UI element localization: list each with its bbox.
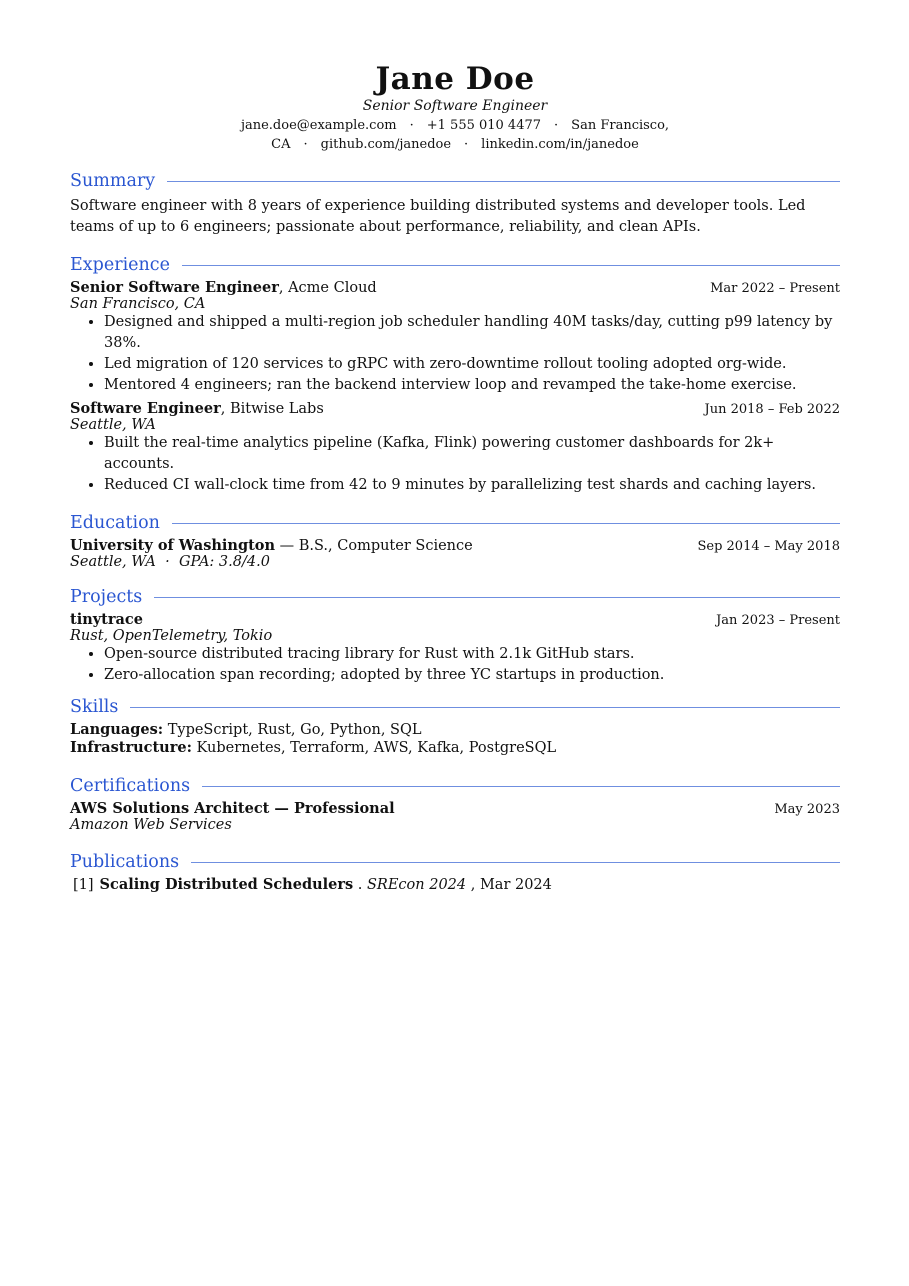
section-header (70, 586, 840, 608)
section-title-experience: Experience (70, 255, 170, 275)
project-stack: Rust, OpenTelemetry, Tokio (70, 628, 273, 644)
section-title-skills: Skills (70, 697, 119, 717)
section-header (70, 775, 840, 797)
candidate-name: Jane Doe (375, 61, 535, 97)
bullet-item: • Open-source distributed tracing library for Rust with 2.1k GitHub stars. (104, 644, 840, 665)
projects-section (70, 586, 840, 686)
section-title-education: Education (70, 513, 160, 533)
skills-list (70, 721, 840, 757)
section-rule (191, 862, 840, 863)
section-rule (202, 786, 840, 787)
publication-number: [1] (73, 877, 94, 893)
summary-text: Software engineer with 8 years of experience building distributed systems and developer tools. Led teams of up to 6 engineers; passionate about performance, reliability, and clean APIs. (70, 198, 806, 235)
experience-section (70, 254, 840, 496)
bullet-list (70, 312, 840, 396)
certification-issuer: Amazon Web Services (70, 817, 232, 833)
certifications-section (70, 775, 840, 833)
bullet-item: • Zero-allocation span recording; adopted by three YC startups in production. (104, 665, 840, 686)
section-header (70, 851, 840, 873)
separator-dot: · (409, 118, 414, 133)
publications-section (70, 851, 840, 896)
degree-text: — B.S., Computer Science (275, 538, 473, 554)
section-header (70, 170, 840, 192)
separator-dot: · (303, 137, 308, 152)
location-text: San Francisco, CA (271, 118, 670, 152)
skill-row (70, 721, 840, 739)
publication-item (70, 874, 840, 896)
separator: , (466, 877, 480, 893)
linkedin-link[interactable]: linkedin.com/in/janedoe (481, 137, 639, 152)
skill-values: TypeScript, Rust, Go, Python, SQL (163, 722, 422, 738)
section-title-projects: Projects (70, 587, 143, 607)
entry-title (70, 800, 395, 818)
entry-header (70, 537, 840, 555)
email-link[interactable]: jane.doe@example.com (240, 118, 397, 133)
bullet-item: • Mentored 4 engineers; ran the backend interview loop and revamped the take-home exercise. (104, 375, 840, 396)
education-entry (70, 537, 840, 570)
separator-dot: · (554, 118, 559, 133)
separator: . (353, 877, 367, 893)
phone-text: +1 555 010 4477 (426, 118, 542, 133)
section-title-publications: Publications (70, 852, 180, 872)
education-details: Seattle, WA · GPA: 3.8/4.0 (70, 554, 270, 570)
entry-header (70, 611, 840, 629)
contact-line (70, 116, 840, 154)
section-header (70, 512, 840, 534)
candidate-headline: Senior Software Engineer (362, 98, 548, 114)
company-name: , Acme Cloud (278, 280, 377, 296)
school-name: University of Washington (70, 537, 276, 554)
entry-title (70, 279, 377, 297)
skill-label: Infrastructure: (70, 739, 192, 756)
project-name: tinytrace (70, 611, 143, 628)
entry-dates: Jun 2018 – Feb 2022 (704, 402, 840, 417)
entry-dates: Sep 2014 – May 2018 (697, 539, 840, 554)
certification-entry (70, 800, 840, 833)
entry-header (70, 400, 840, 418)
job-role: Software Engineer (70, 400, 221, 417)
company-name: , Bitwise Labs (220, 401, 324, 417)
bullet-item: • Designed and shipped a multi-region job scheduler handling 40M tasks/day, cutting p99 latency by 38%. (104, 312, 840, 354)
entry-header (70, 800, 840, 818)
entry-dates: May 2023 (774, 802, 840, 817)
entry-title (70, 400, 324, 418)
section-rule (167, 181, 840, 182)
experience-entry (70, 279, 840, 396)
entry-location: San Francisco, CA (70, 296, 206, 312)
github-link[interactable]: github.com/janedoe (320, 137, 452, 152)
job-role: Senior Software Engineer (70, 279, 279, 296)
project-entry (70, 611, 840, 686)
bullet-list (70, 433, 840, 496)
section-header (70, 254, 840, 276)
skills-section (70, 696, 840, 757)
bullet-item: • Led migration of 120 services to gRPC with zero-downtime rollout tooling adopted org-wide. (104, 354, 840, 375)
bullet-item: • Built the real-time analytics pipeline (Kafka, Flink) powering customer dashboards for 2k+ accounts. (104, 433, 840, 475)
certification-name: AWS Solutions Architect — Professional (70, 800, 395, 817)
section-header (70, 696, 840, 718)
skill-values: Kubernetes, Terraform, AWS, Kafka, PostgreSQL (191, 740, 557, 756)
experience-entry (70, 400, 840, 496)
section-title-certifications: Certifications (70, 776, 191, 796)
summary-section (70, 170, 840, 238)
publication-venue: SREcon 2024 (366, 877, 467, 893)
resume-page (70, 60, 840, 896)
section-rule (182, 265, 840, 266)
entry-title (70, 611, 143, 629)
publication-title: Scaling Distributed Schedulers (99, 876, 354, 893)
entry-dates: Jan 2023 – Present (716, 613, 840, 628)
section-rule (154, 597, 840, 598)
education-section (70, 512, 840, 570)
skill-row (70, 739, 840, 757)
section-rule (172, 523, 840, 524)
entry-location: Seattle, WA (70, 417, 156, 433)
section-title-summary: Summary (70, 171, 156, 191)
entry-header (70, 279, 840, 297)
section-rule (130, 707, 840, 708)
bullet-item: • Reduced CI wall-clock time from 42 to 9 minutes by parallelizing test shards and caching layers. (104, 475, 840, 496)
entry-dates: Mar 2022 – Present (710, 281, 840, 296)
skill-label: Languages: (70, 721, 164, 738)
entry-title (70, 537, 473, 555)
separator-dot: · (464, 137, 469, 152)
publication-date: Mar 2024 (479, 877, 552, 893)
bullet-list (70, 644, 840, 686)
